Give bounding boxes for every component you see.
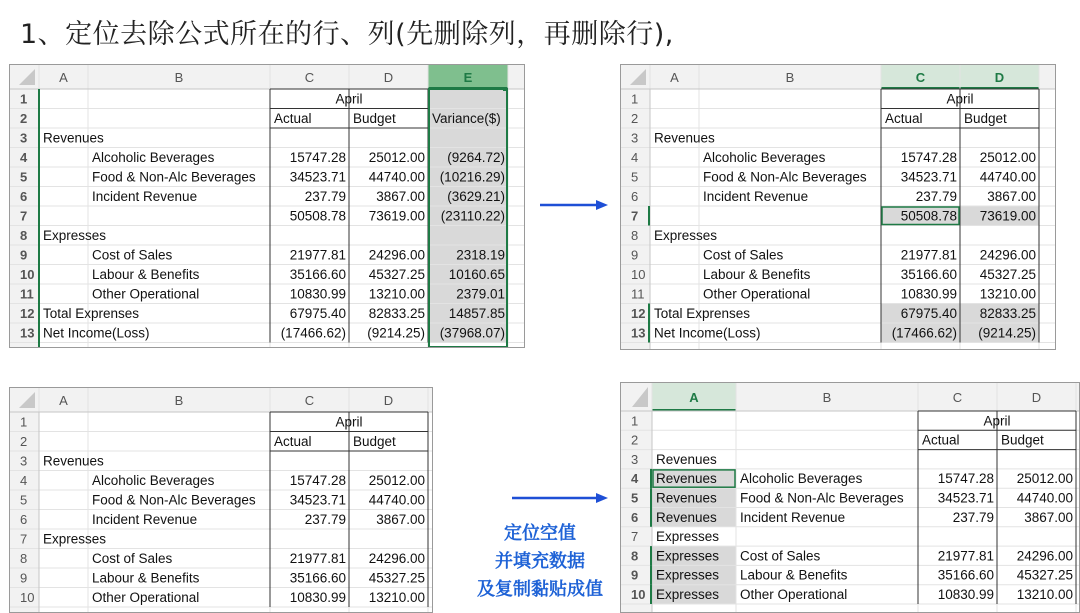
row-header[interactable]: 7 [631,529,639,545]
cell-value[interactable]: 45327.25 [368,267,425,282]
row-header[interactable]: 5 [20,492,28,508]
cell-value[interactable]: 50508.78 [289,208,346,224]
cell-value[interactable]: 24296.00 [368,551,425,566]
cell-value[interactable]: 24296.00 [979,247,1036,263]
cell-value[interactable]: 3867.00 [987,189,1036,204]
cell-value[interactable]: (10216.29) [439,169,505,185]
cell-value[interactable]: 237.79 [304,512,346,527]
cell-value[interactable]: Actual [274,111,312,126]
cell-value[interactable]: 13210.00 [368,590,425,605]
row-header[interactable]: 9 [20,570,28,586]
column-header[interactable]: D [383,70,394,85]
cell-value[interactable]: (23110.22) [440,208,505,224]
cell-value[interactable]: 45327.25 [1016,567,1073,583]
column-header[interactable]: B [822,390,832,405]
column-header[interactable]: D [383,393,394,408]
row-header[interactable]: 7 [20,531,28,547]
cell-value[interactable]: April [983,413,1011,429]
cell-value[interactable]: 237.79 [952,509,994,525]
cell-value[interactable]: 25012.00 [368,150,425,165]
row-header[interactable]: 1 [20,414,28,430]
cell-value[interactable]: Actual [922,432,960,448]
cell-value[interactable]: Incident Revenue [92,189,198,204]
row-header[interactable]: 4 [20,150,28,165]
cell-value[interactable]: 44740.00 [1016,490,1073,506]
cell-value[interactable]: Expresses [656,567,720,583]
row-header[interactable]: 5 [20,169,28,185]
cell-value[interactable]: Food & Non-Alc Beverages [92,492,256,508]
cell-value[interactable]: Variance($) [432,111,501,126]
cell-value[interactable]: Expresses [43,531,107,547]
cell-value[interactable]: Cost of Sales [92,551,173,566]
page-title: 1、定位去除公式所在的行、列(先删除列，再删除行), [20,19,674,50]
cell-value[interactable]: Other Operational [92,590,200,605]
column-header[interactable]: C [952,390,963,405]
fill-handle[interactable] [503,87,507,91]
row-header[interactable]: 10 [20,267,35,282]
cell-value[interactable]: (17466.62) [280,325,346,341]
cell-value[interactable]: 3867.00 [376,512,425,527]
cell-value[interactable]: Labour & Benefits [703,267,811,282]
column-header[interactable]: B [174,70,184,85]
row-header[interactable]: 3 [631,130,639,146]
cell-value[interactable]: Revenues [656,490,717,506]
row-header[interactable]: 3 [20,453,28,469]
cell-value[interactable]: 2379.01 [456,286,505,302]
cell-value[interactable]: (9214.25) [367,325,425,341]
row-header[interactable]: 5 [631,490,639,506]
caption-line: 并填充数据 [495,551,585,572]
cell-value[interactable]: 21977.81 [289,551,346,566]
column-header[interactable]: A [670,70,679,85]
row-header[interactable]: 10 [631,267,646,282]
cell-value[interactable]: Cost of Sales [92,247,173,263]
cell-value[interactable]: Other Operational [92,286,200,302]
cell-value[interactable]: (9214.25) [978,325,1036,341]
cell-value[interactable]: Expresses [654,228,718,243]
cell-value[interactable]: 25012.00 [1016,471,1073,487]
spreadsheet-step1[interactable] [9,64,525,348]
cell-value[interactable]: 34523.71 [289,169,346,185]
cell-value[interactable]: (17466.62) [891,325,957,341]
cell-value[interactable]: Revenues [654,130,715,146]
cell-value[interactable]: Incident Revenue [703,189,809,204]
spreadsheet-step2[interactable] [620,64,1056,350]
cell-value[interactable]: 24296.00 [1016,548,1073,564]
cell-value[interactable]: 34523.71 [937,490,994,506]
cell-value[interactable]: 44740.00 [368,492,425,508]
row-header[interactable]: 3 [20,130,28,146]
column-header[interactable]: D [994,70,1005,85]
row-header[interactable]: 2 [20,111,28,126]
cell-value[interactable]: 34523.71 [289,492,346,508]
row-header[interactable]: 1 [631,91,639,107]
cell-value[interactable]: Other Operational [703,286,811,302]
cell-value[interactable]: 50508.78 [900,208,957,224]
cell-value[interactable]: 21977.81 [937,548,994,564]
row-header[interactable]: 6 [631,189,639,204]
row-header[interactable]: 11 [20,286,34,302]
row-header[interactable]: 7 [20,208,28,224]
row-header[interactable]: 10 [631,587,646,602]
cell-value[interactable]: 21977.81 [289,247,346,263]
cell-value[interactable]: 3867.00 [1024,509,1073,525]
cell-value[interactable]: 3867.00 [376,189,425,204]
cell-value[interactable]: Alcoholic Beverages [92,150,215,165]
cell-value[interactable]: 24296.00 [368,247,425,263]
cell-value[interactable]: 2318.19 [456,247,505,263]
caption-line: 及复制黏贴成值 [477,579,603,600]
cell-value[interactable]: Net Income(Loss) [654,325,761,341]
spreadsheet-step3[interactable] [9,387,433,613]
row-header[interactable]: 7 [631,208,639,224]
cell-value[interactable]: Revenues [43,130,104,146]
cell-value[interactable]: Actual [274,434,312,449]
cell-value[interactable]: Budget [353,434,396,449]
sheet-grid[interactable] [10,65,524,347]
row-header[interactable]: 12 [20,306,35,321]
cell-value[interactable]: 44740.00 [979,169,1036,185]
cell-value[interactable]: Food & Non-Alc Beverages [703,169,867,185]
cell-value[interactable]: Budget [964,111,1007,126]
cell-value[interactable]: 13210.00 [1016,587,1073,602]
cell-value[interactable]: 237.79 [304,189,346,204]
row-header[interactable]: 8 [20,228,28,243]
cell-value[interactable]: Labour & Benefits [92,570,200,586]
cell-value[interactable]: Revenues [656,509,717,525]
cell-value[interactable]: 82833.25 [979,306,1036,321]
cell-value[interactable]: Revenues [43,453,104,469]
cell-value[interactable]: 67975.40 [900,306,957,321]
cell-value[interactable]: Cost of Sales [703,247,784,263]
cell-value[interactable]: 15747.28 [289,150,346,165]
row-header[interactable]: 12 [631,306,646,321]
column-header[interactable]: E [463,70,473,85]
cell-value[interactable]: (3629.21) [447,189,505,204]
row-header[interactable]: 2 [20,434,28,449]
row-header[interactable]: 8 [631,228,639,243]
cell-value[interactable]: 21977.81 [900,247,957,263]
cell-value[interactable]: 15747.28 [900,150,957,165]
cell-value[interactable]: Incident Revenue [92,512,198,527]
spreadsheet-step4[interactable] [620,382,1080,613]
cell-value[interactable]: 35166.60 [937,567,994,583]
column-header[interactable]: C [304,70,315,85]
cell-value[interactable]: 13210.00 [368,286,425,302]
cell-value[interactable]: 35166.60 [289,267,346,282]
row-header[interactable]: 13 [631,325,646,341]
cell-value[interactable]: 35166.60 [289,570,346,586]
cell-value[interactable]: Cost of Sales [740,548,821,564]
sheet-grid[interactable] [621,65,1055,349]
cell-value[interactable]: 10830.99 [289,286,346,302]
cell-value[interactable]: 45327.25 [368,570,425,586]
cell-value[interactable]: Total Exprenses [654,306,751,321]
cell-value[interactable]: 10830.99 [937,587,994,602]
cell-value[interactable]: Alcoholic Beverages [92,473,215,488]
column-header[interactable]: B [174,393,184,408]
row-header[interactable]: 9 [631,247,639,263]
cell-value[interactable]: Labour & Benefits [92,267,200,282]
row-header[interactable]: 1 [631,413,639,429]
cell-value[interactable]: April [335,91,363,107]
column-header[interactable]: C [304,393,315,408]
row-header[interactable]: 2 [631,111,639,126]
cell-value[interactable]: 10830.99 [900,286,957,302]
row-header[interactable]: 5 [631,169,639,185]
row-header[interactable]: 2 [631,432,639,448]
cell-value[interactable]: (9264.72) [447,150,505,165]
row-header[interactable]: 4 [631,471,639,487]
cell-value[interactable]: Budget [353,111,396,126]
cell-value[interactable]: Actual [885,111,923,126]
row-header[interactable]: 1 [20,91,28,107]
cell-value[interactable]: (37968.07) [439,325,505,341]
cell-value[interactable]: Incident Revenue [740,509,846,525]
cell-value[interactable]: Other Operational [740,587,848,602]
cell-value[interactable]: Food & Non-Alc Beverages [740,490,904,506]
cell-value[interactable]: Alcoholic Beverages [703,150,826,165]
row-header[interactable]: 8 [20,551,28,566]
cell-value[interactable]: Revenues [656,451,717,467]
cell-value[interactable]: Expresses [656,587,720,602]
cell-value[interactable]: Expresses [656,529,720,545]
row-header[interactable]: 6 [631,509,639,525]
cell-value[interactable]: Food & Non-Alc Beverages [92,169,256,185]
cell-value[interactable]: 82833.25 [368,306,425,321]
cell-value[interactable]: April [335,414,363,430]
cell-value[interactable]: Revenues [656,471,717,487]
cell-value[interactable]: Expresses [43,228,107,243]
cell-value[interactable]: 25012.00 [368,473,425,488]
row-header[interactable]: 11 [631,286,645,302]
sheet-grid[interactable] [621,383,1079,612]
cell-value[interactable]: 10160.65 [448,267,505,282]
column-header-bar [10,388,432,412]
cell-value[interactable]: 15747.28 [289,473,346,488]
cell-value[interactable]: 15747.28 [937,471,994,487]
cell-value[interactable]: 73619.00 [979,208,1036,224]
row-header[interactable]: 13 [20,325,35,341]
row-header[interactable]: 6 [20,512,28,527]
row-header[interactable]: 3 [631,451,639,467]
cell-value[interactable]: Total Exprenses [43,306,140,321]
cell-value[interactable]: Alcoholic Beverages [740,471,863,487]
cell-value[interactable]: 67975.40 [289,306,346,321]
row-header[interactable]: 4 [20,473,28,488]
cell-value[interactable]: 10830.99 [289,590,346,605]
column-header[interactable]: C [915,70,926,85]
row-header[interactable]: 8 [631,548,639,564]
cell-value[interactable]: 73619.00 [368,208,425,224]
column-header[interactable]: D [1031,390,1042,405]
cell-value[interactable]: Labour & Benefits [740,567,848,583]
cell-value[interactable]: 25012.00 [979,150,1036,165]
row-header[interactable]: 6 [20,189,28,204]
cell-value[interactable]: 14857.85 [448,306,505,321]
cell-value[interactable]: 45327.25 [979,267,1036,282]
row-header[interactable]: 10 [20,590,35,605]
caption [442,520,638,604]
row-header[interactable]: 9 [631,567,639,583]
cell-value[interactable]: 35166.60 [900,267,957,282]
caption-line: 定位空值 [504,523,576,544]
cell-value[interactable]: 44740.00 [368,169,425,185]
cell-value[interactable]: Net Income(Loss) [43,325,150,341]
column-header[interactable]: A [59,393,68,408]
cell-value[interactable]: 237.79 [915,189,957,204]
cell-value[interactable]: 13210.00 [979,286,1036,302]
column-header[interactable]: A [689,390,699,405]
row-header[interactable]: 4 [631,150,639,165]
column-header[interactable]: B [785,70,795,85]
row-header[interactable]: 9 [20,247,28,263]
arrow-right-icon [510,490,610,506]
column-header[interactable]: A [59,70,68,85]
cell-value[interactable]: 34523.71 [900,169,957,185]
cell-value[interactable]: Budget [1001,432,1044,448]
arrow-right-icon [538,197,610,213]
cell-value[interactable]: Expresses [656,548,720,564]
sheet-grid[interactable] [10,388,432,612]
cell-value[interactable]: April [946,91,974,107]
